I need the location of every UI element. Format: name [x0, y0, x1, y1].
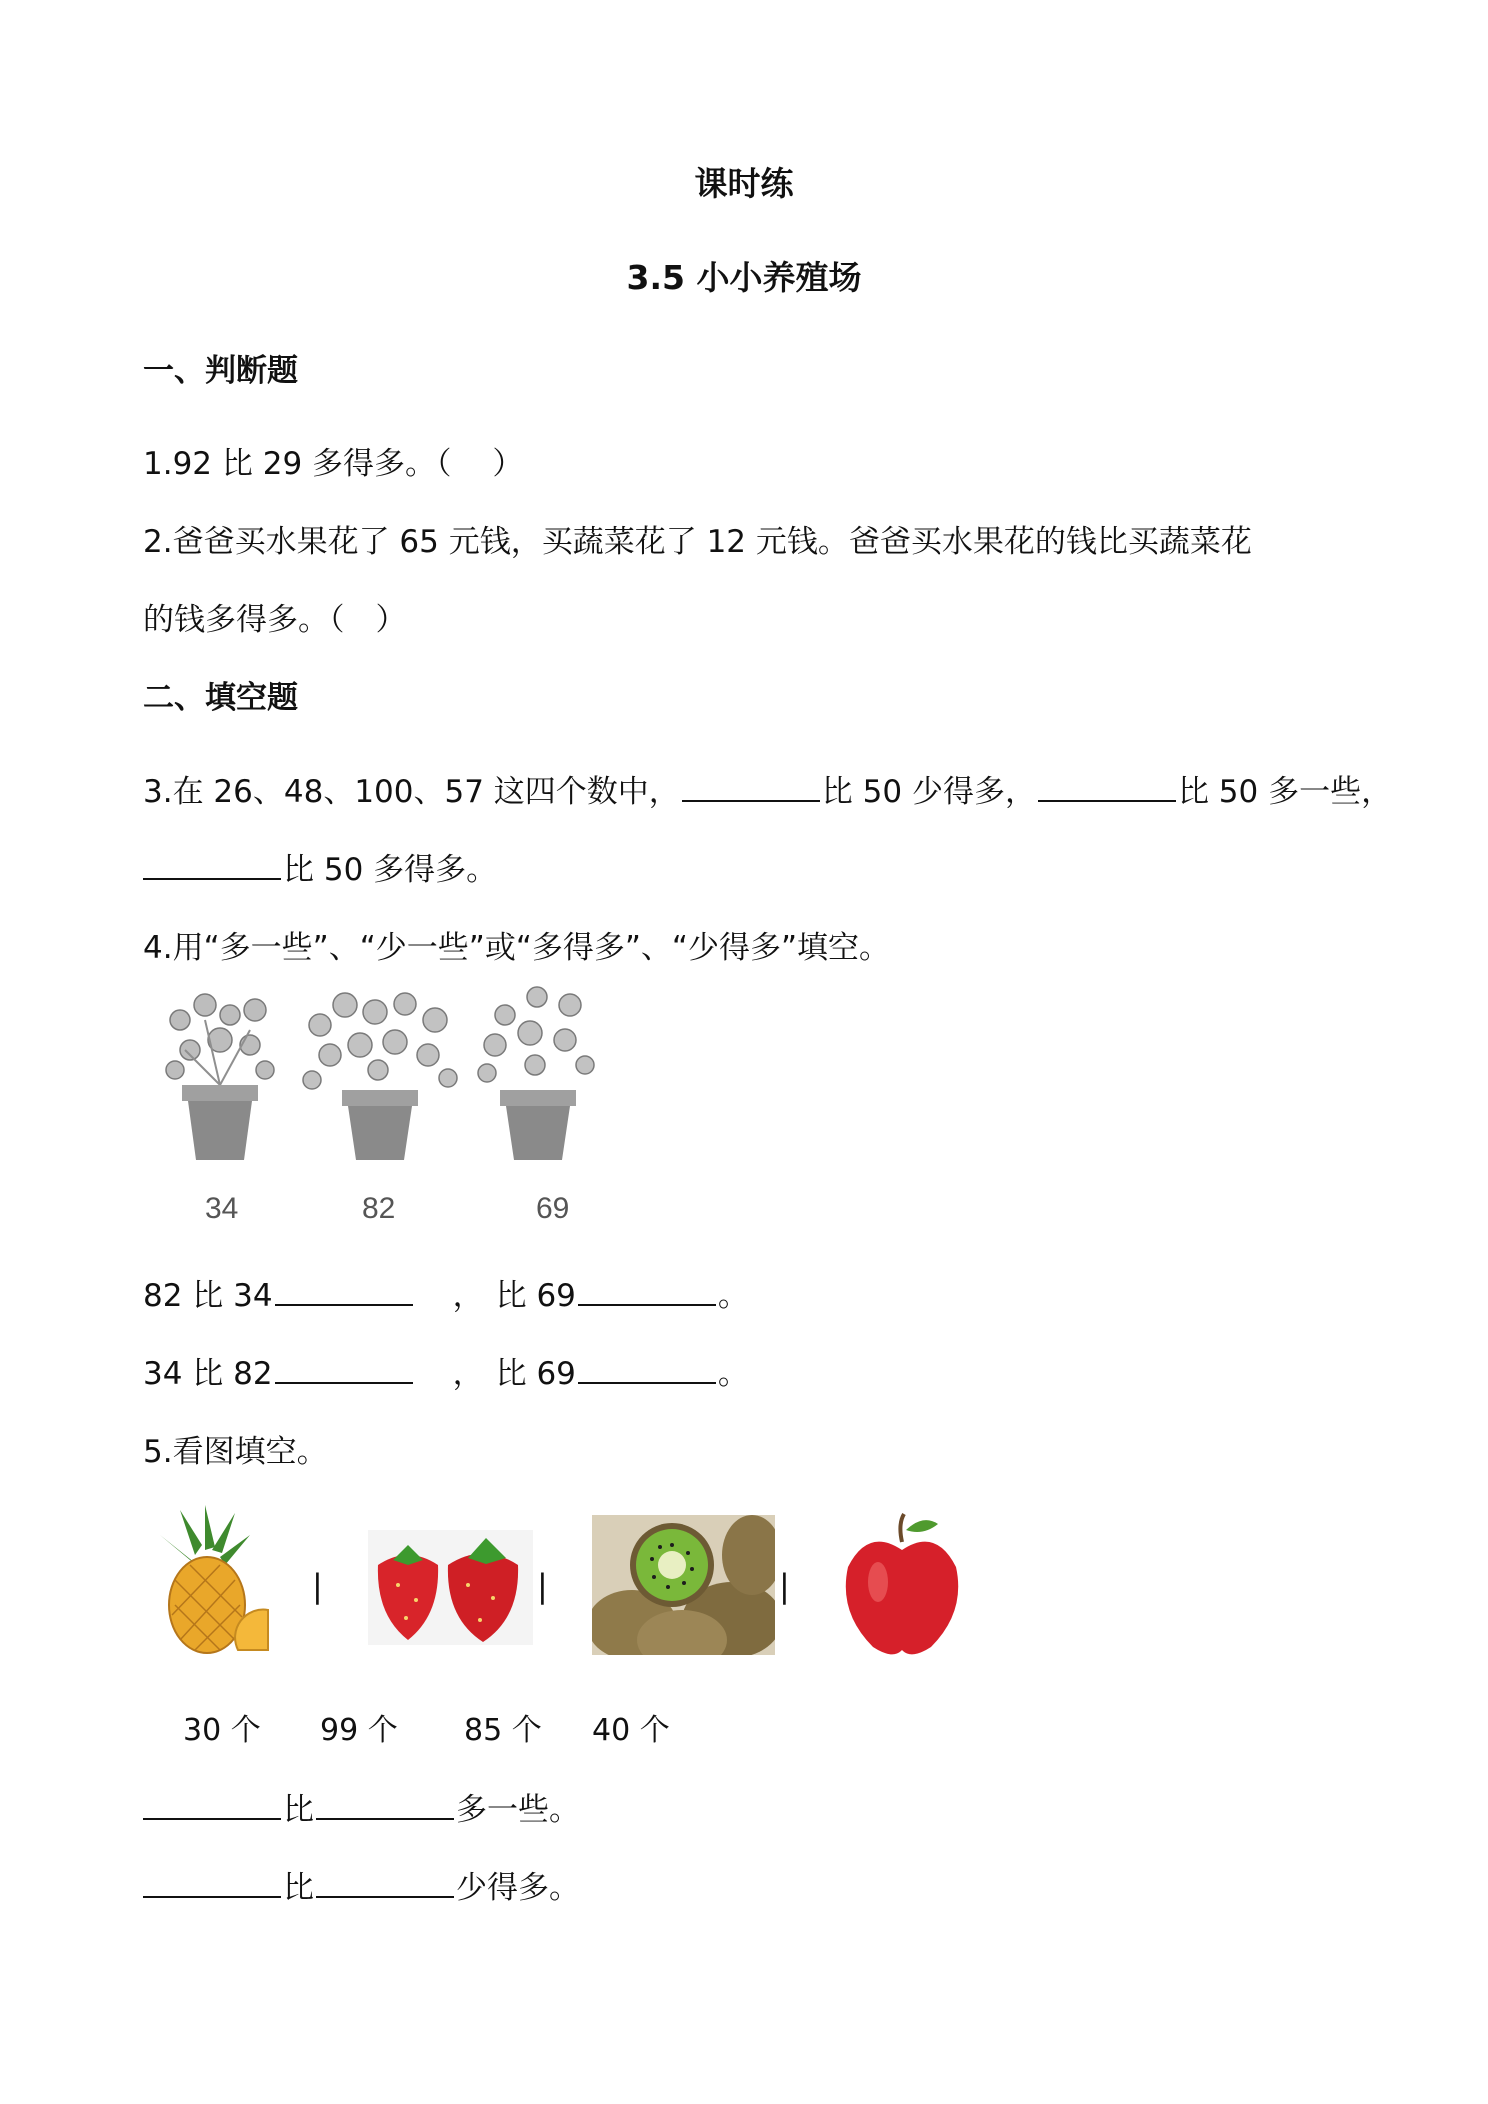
question-5: 5.看图填空。 — [143, 1434, 328, 1470]
question-2-line1: 2.爸爸买水果花了 65 元钱，买蔬菜花了 12 元钱。爸爸买水果花的钱比买蔬菜花 — [143, 524, 1252, 560]
answer-blank[interactable] — [143, 1866, 281, 1898]
question-4: 4.用“多一些”、“少一些”或“多得多”、“少得多”填空。 — [143, 930, 891, 966]
answer-blank[interactable] — [1038, 770, 1176, 802]
q4-text: 34 比 82 — [143, 1356, 273, 1392]
q4-comma: ， — [452, 1356, 484, 1392]
q4-period: 。 — [717, 1356, 749, 1392]
pineapple-image — [150, 1505, 285, 1655]
q4-comma: ， — [452, 1278, 484, 1314]
q5-text: 比 — [283, 1870, 314, 1906]
answer-blank[interactable] — [143, 1788, 281, 1820]
q5-text: 多一些。 — [456, 1792, 580, 1828]
answer-blank[interactable] — [578, 1352, 716, 1384]
answer-blank[interactable] — [275, 1352, 413, 1384]
q3-text-d: 比 50 多得多。 — [283, 852, 498, 888]
answer-blank[interactable] — [682, 770, 820, 802]
q4-text: 82 比 34 — [143, 1278, 273, 1314]
q4-text: 比 69 — [495, 1278, 576, 1314]
section-fill-heading: 二、填空题 — [143, 680, 298, 716]
answer-blank[interactable] — [578, 1274, 716, 1306]
fruit-count-label: 30 个 — [183, 1713, 261, 1748]
q3-text-b: 比 50 少得多， — [821, 774, 1036, 810]
flower-count-label: 82 — [362, 1192, 396, 1225]
q3-text-a: 3.在 26、48、100、57 这四个数中， — [143, 774, 680, 810]
answer-blank[interactable] — [143, 848, 281, 880]
flower-pot-image-2 — [300, 990, 460, 1165]
strawberry-image — [368, 1530, 533, 1645]
fruit-count-label: 99 个 — [320, 1713, 398, 1748]
q4-period: 。 — [717, 1278, 749, 1314]
q5-text: 比 — [283, 1792, 314, 1828]
question-5-row-2 — [143, 1862, 580, 1907]
apple-image — [838, 1512, 968, 1657]
q4-text: 比 69 — [495, 1356, 576, 1392]
flower-count-label: 69 — [536, 1192, 570, 1225]
answer-blank[interactable] — [316, 1866, 454, 1898]
image-separator: | — [779, 1567, 790, 1605]
question-4-row-1 — [143, 1270, 749, 1315]
image-separator: | — [312, 1567, 323, 1605]
image-separator: | — [537, 1567, 548, 1605]
flower-count-label: 34 — [205, 1192, 239, 1225]
q3-text-c: 比 50 多一些， — [1177, 774, 1393, 810]
kiwi-image — [592, 1515, 775, 1655]
flower-pot-image-3 — [475, 985, 600, 1165]
question-1: 1.92 比 29 多得多。（ ） — [143, 446, 524, 482]
worksheet-title: 课时练 — [694, 164, 794, 203]
flower-pot-image-1 — [160, 990, 280, 1165]
section-judgement-heading: 一、判断题 — [143, 353, 298, 389]
q5-text: 少得多。 — [456, 1870, 580, 1906]
question-5-row-1 — [143, 1784, 580, 1829]
lesson-title: 3.5 小小养殖场 — [626, 258, 862, 297]
question-4-row-2 — [143, 1348, 749, 1393]
answer-blank[interactable] — [316, 1788, 454, 1820]
question-3-line2 — [143, 844, 497, 889]
question-3-line1 — [143, 766, 1392, 811]
fruit-count-label: 85 个 — [464, 1713, 542, 1748]
fruit-count-label: 40 个 — [592, 1713, 670, 1748]
answer-blank[interactable] — [275, 1274, 413, 1306]
question-2-line2: 的钱多得多。（ ） — [143, 602, 407, 638]
